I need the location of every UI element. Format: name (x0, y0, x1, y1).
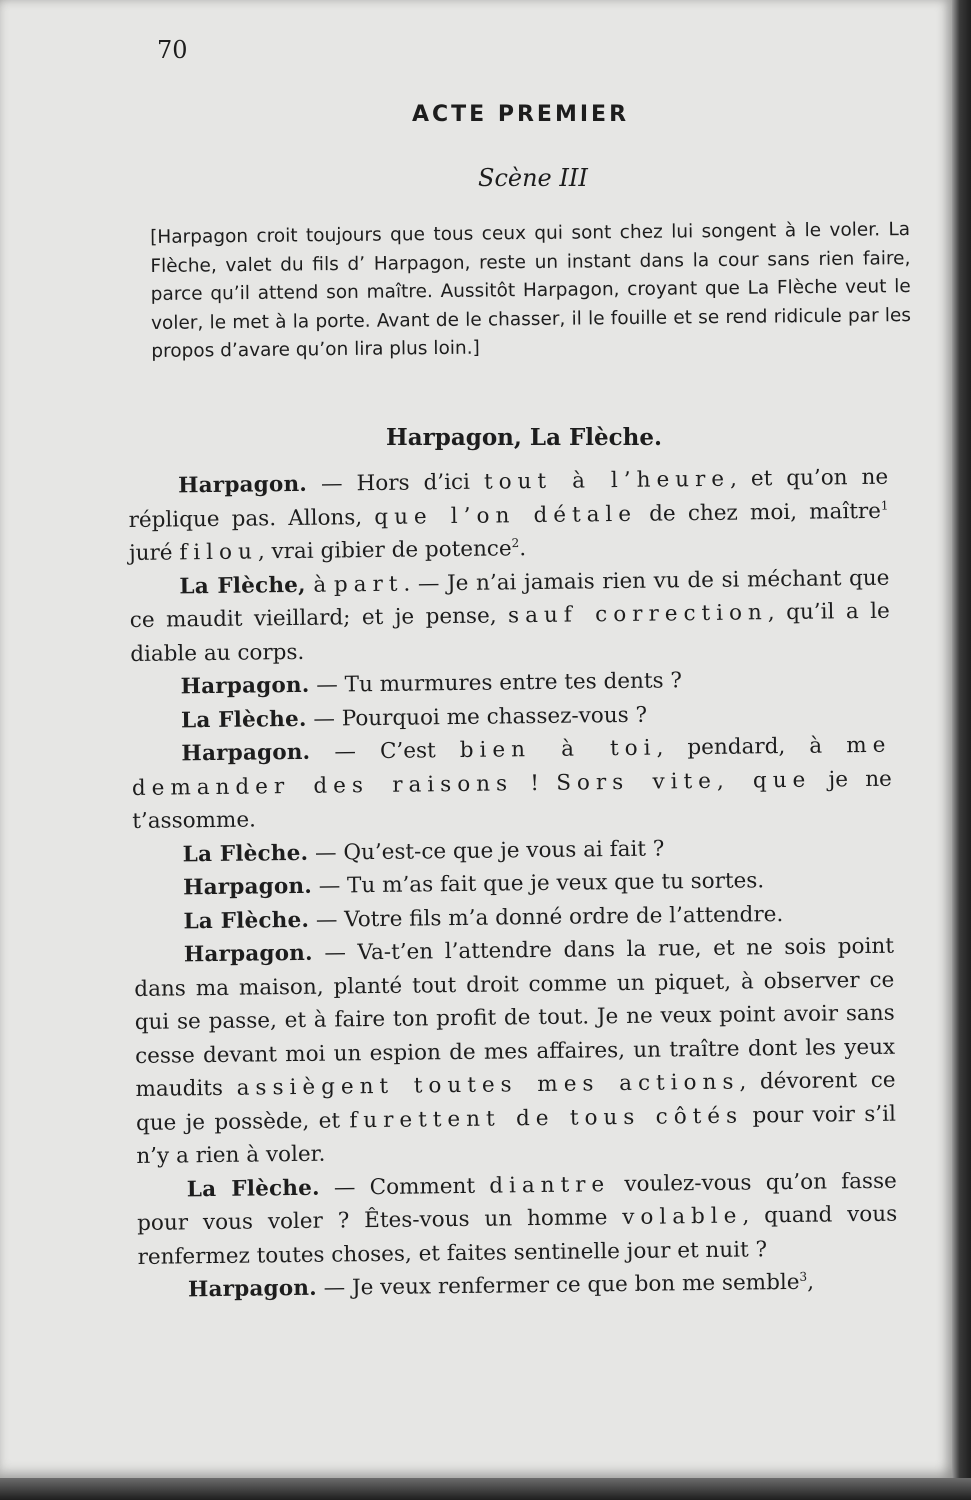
replica: La Flèche. — Votre fils m’a donné ordre de l’attendre. (183, 901, 784, 934)
speaker-name: Harpagon. (180, 672, 310, 700)
speaker-name: Harpagon. (187, 1275, 317, 1303)
speaker-name: Harpagon. (181, 739, 311, 767)
scene-title: Scène III (478, 164, 588, 192)
replica: Harpagon. — Hors d’ici tout à l’heure, et qu’on ne réplique pas. Allons, que l’on détale de chez moi, maître$^1$ juré filou, vrai gibier de potence$^2$. (128, 464, 889, 566)
speaker-name: La Flèche. (183, 907, 310, 934)
footnote-marker: 2 (511, 536, 520, 551)
replica: Harpagon. — Je veux renfermer ce que bon me semble$^3$, (187, 1269, 815, 1303)
replica: La Flèche. — Pourquoi me chassez-vous ? (180, 702, 648, 733)
act-title: ACTE PREMIER (412, 102, 630, 127)
page-number: 70 (157, 36, 188, 64)
speaker-name: La Flèche. (186, 1175, 320, 1202)
replica: Harpagon. — C’est bien à toi, pendard, à me demander des raisons ! Sors vite, que je ne t’assomme. (131, 732, 892, 834)
footnote-marker: 3 (799, 1269, 808, 1284)
dialogue (128, 461, 898, 1308)
replica: La Flèche. — Qu’est-ce que je vous ai fait ? (182, 835, 665, 867)
characters-heading: Harpagon, La Flèche. (386, 424, 663, 451)
speaker-name: La Flèche. (180, 706, 307, 733)
replica: La Flèche, à part. — Je n’ai jamais rien vu de si méchant que ce maudit vieillard; et je pense, sauf correction, qu’il a le diable au corps. (129, 565, 890, 667)
speaker-name: Harpagon. (178, 471, 308, 499)
speaker-name: Harpagon. (183, 940, 313, 968)
replica: Harpagon. — Tu m’as fait que je veux que tu sortes. (182, 868, 765, 901)
speaker-name: La Flèche, (179, 572, 306, 599)
replica: La Flèche. — Comment diantre voulez-vous qu’on fasse pour vous voler ? Êtes-vous un homme volable, quand vous renfermez toutes choses, et faites sentinelle jour et nuit ? (137, 1168, 898, 1270)
page-bottom-shadow (0, 1478, 971, 1500)
footnote-marker: 1 (880, 498, 889, 513)
speaker-name: Harpagon. (182, 873, 313, 901)
scene-summary: [Harpagon croit toujours que tous ceux qui sont chez lui songent à le voler. La Flèche, valet du fils d’ Harpagon, reste un instant dans la cour sans rien faire, parce qu’il attend son maître. Aussitôt Harpagon, croyant que La Flèche veut le voler, le met à la porte. Avant de le chasser, il le fouille et se rend ridicule par les propos d’avare qu’on lira plus loin.] (150, 219, 912, 362)
speaker-name: La Flèche. (182, 840, 309, 867)
page-edge-shadow (952, 0, 971, 1500)
replica: Harpagon. — Va-t’en l’attendre dans la rue, et ne sois point dans ma maison, planté tout droit comme un piquet, à observer ce qui se passe, et à faire ton profit de tout. Je ne veux point avoir sans cesse devant moi un espion de mes affaires, un traître dont les yeux maudits assiègent toutes mes actions, dévorent ce que je possède, et furettent de tous côtés pour voir s’il n’y a rien à voler. (134, 933, 897, 1169)
replica: Harpagon. — Tu murmures entre tes dents ? (180, 668, 683, 700)
